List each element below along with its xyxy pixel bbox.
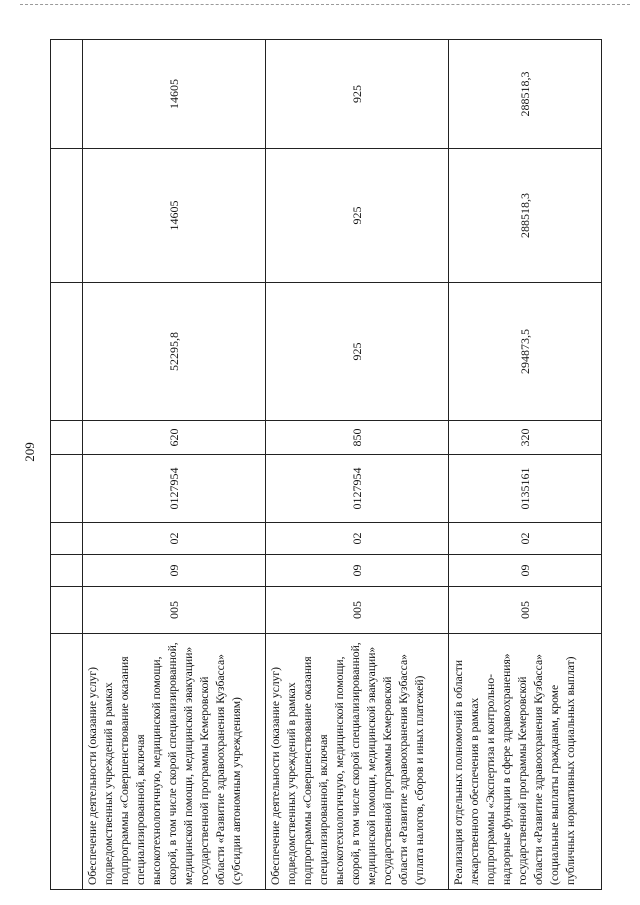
target-article-code: 0127954 xyxy=(266,455,449,523)
header-cell xyxy=(51,555,83,587)
header-cell xyxy=(51,149,83,283)
section-code: 09 xyxy=(266,555,449,587)
header-cell xyxy=(51,587,83,634)
header-cell xyxy=(51,523,83,555)
table-row xyxy=(83,40,266,890)
amount-1: 294873,5 xyxy=(449,283,602,421)
section-code: 09 xyxy=(449,555,602,587)
budget-table xyxy=(50,39,602,890)
rotated-page-content xyxy=(50,40,600,890)
header-cell xyxy=(51,634,83,890)
amount-3: 288518,3 xyxy=(449,40,602,149)
amount-3: 925 xyxy=(266,40,449,149)
header-cell xyxy=(51,455,83,523)
table-row xyxy=(449,40,602,890)
target-article-code: 0127954 xyxy=(83,455,266,523)
subsection-code: 02 xyxy=(266,523,449,555)
ministry-code: 005 xyxy=(83,587,266,634)
target-article-code: 0135161 xyxy=(449,455,602,523)
page-top-rule xyxy=(20,4,630,5)
amount-3: 14605 xyxy=(83,40,266,149)
section-code: 09 xyxy=(83,555,266,587)
ministry-code: 005 xyxy=(266,587,449,634)
amount-2: 925 xyxy=(266,149,449,283)
expense-type-code: 620 xyxy=(83,421,266,455)
amount-2: 14605 xyxy=(83,149,266,283)
header-cell xyxy=(51,40,83,149)
subsection-code: 02 xyxy=(83,523,266,555)
page-number: 209 xyxy=(22,442,37,462)
row-description: Обеспечение деятельности (оказание услуг) подведомственных учреждений в рамках подпрограммы «Совершенствование оказания специализированной, включая высокотехнологичную, медицинской помощи, скорой, в том числе скорой специализированной, медицинской помощи, медицинской эвакуации» государственной программы Кемеровской области «Развитие здравоохранения Кузбасса» (субсидии автономным учреждениям) xyxy=(83,634,266,890)
table-header-row xyxy=(51,40,83,890)
amount-1: 52295,8 xyxy=(83,283,266,421)
row-description: Обеспечение деятельности (оказание услуг) подведомственных учреждений в рамках подпрограммы «Совершенствование оказания специализированной, включая высокотехнологичную, медицинской помощи, скорой, в том числе скорой специализированной, медицинской помощи, медицинской эвакуации» государственной программы Кемеровской области «Развитие здравоохранения Кузбасса» (уплата налогов, сборов и иных платежей) xyxy=(266,634,449,890)
row-description: Реализация отдельных полномочий в области лекарственного обеспечения в рамках подпрограммы «Экспертиза и контрольно- надзорные функции в сфере здравоохранения» государственной программы Кемеровской области «Развитие здравоохранения Кузбасса» (социальные выплаты гражданам, кроме публичных нормативных социальных выплат) xyxy=(449,634,602,890)
amount-2: 288518,3 xyxy=(449,149,602,283)
expense-type-code: 320 xyxy=(449,421,602,455)
ministry-code: 005 xyxy=(449,587,602,634)
header-cell xyxy=(51,283,83,421)
subsection-code: 02 xyxy=(449,523,602,555)
amount-1: 925 xyxy=(266,283,449,421)
expense-type-code: 850 xyxy=(266,421,449,455)
header-cell xyxy=(51,421,83,455)
table-row xyxy=(266,40,449,890)
